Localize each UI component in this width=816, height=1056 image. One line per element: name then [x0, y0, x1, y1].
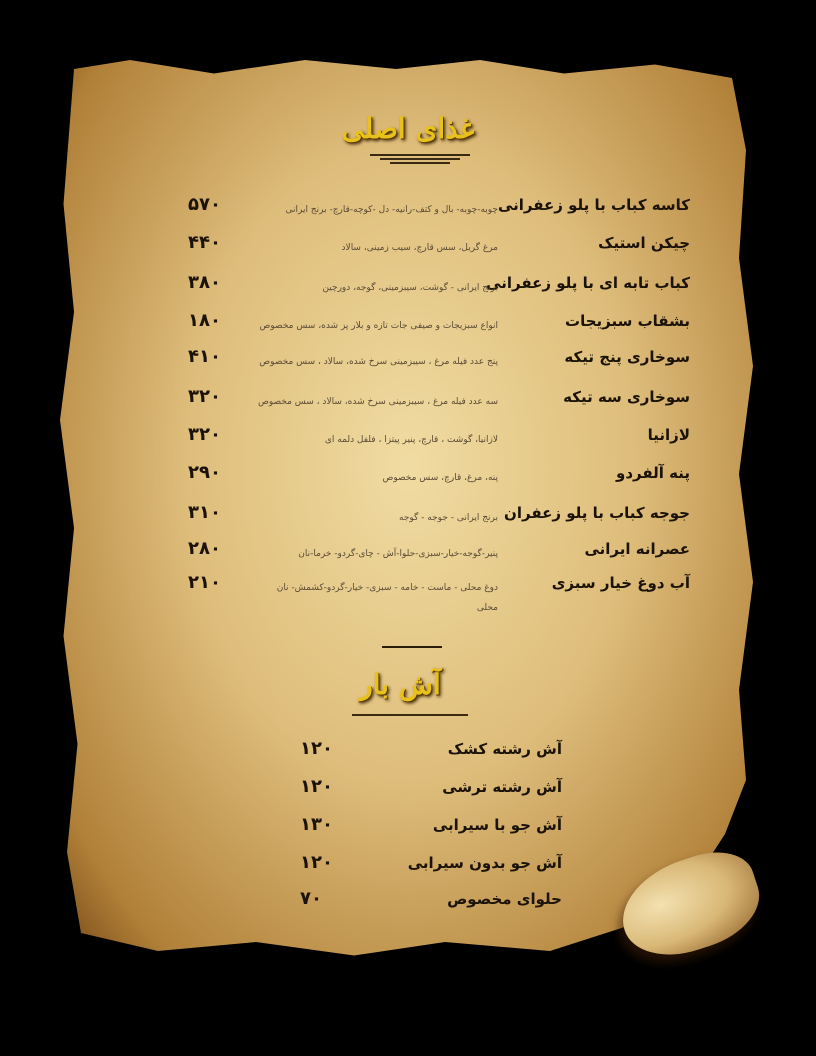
item-price: ۳۲۰: [188, 424, 221, 445]
main-section-title: غذای اصلی: [341, 112, 475, 145]
item-price: ۳۸۰: [188, 272, 221, 293]
item-name: کباب تابه ای با پلو زعفرانی: [486, 274, 690, 292]
item-price: ۱۸۰: [188, 310, 221, 331]
item-desc: مرغ گریل، سس قارچ، سیب زمینی، سالاد: [341, 243, 498, 253]
list-item: [180, 540, 690, 570]
item-desc: چوبه-چوبه- بال و کتف-رانیه- دل -کوچه-قارچ- برنج ایرانی: [285, 205, 498, 215]
item-price: ۱۲۰: [300, 738, 333, 759]
item-price: ۳۱۰: [188, 502, 221, 523]
item-name: آش رشته کشک: [447, 740, 562, 758]
list-item: [180, 504, 690, 534]
item-name: عصرانه ایرانی: [584, 540, 690, 558]
list-item: [180, 574, 690, 618]
item-price: ۱۳۰: [300, 814, 333, 835]
list-item: [180, 196, 690, 226]
item-price: ۱۲۰: [300, 776, 333, 797]
list-item: [300, 740, 562, 770]
item-name: سوخاری سه تیکه: [563, 388, 690, 406]
item-name: آش رشته ترشی: [442, 778, 562, 796]
item-desc: دوغ محلی - ماست - خامه - سبزی- خیار-گردو-کشمش- نان محلی: [276, 583, 498, 613]
item-price: ۴۴۰: [188, 232, 221, 253]
ash-section-title: آش بار: [359, 668, 441, 701]
list-item: [180, 348, 690, 378]
list-item: [180, 464, 690, 494]
item-name: کاسه کباب با پلو زعفرانی: [497, 196, 690, 214]
item-desc: انواع سبزیجات و صیفی جات تازه و بلار پز شده، سس مخصوص: [259, 321, 498, 331]
list-item: [180, 388, 690, 418]
item-desc: پنج عدد فیله مرغ ، سیبزمینی سرخ شده، سالاد ، سس مخصوص: [259, 357, 498, 367]
item-desc: سه عدد فیله مرغ ، سیبزمینی سرخ شده، سالاد ، سس مخصوص: [257, 397, 498, 407]
item-name: پنه آلفردو: [616, 464, 690, 482]
item-price: ۲۹۰: [188, 462, 221, 483]
list-item: [180, 312, 690, 342]
item-price: ۱۲۰: [300, 852, 333, 873]
item-name: آش جو با سیرابی: [432, 816, 562, 834]
ash-title-underline: [352, 712, 468, 724]
item-price: ۷۰: [300, 888, 322, 909]
list-item: [180, 426, 690, 456]
list-item: [180, 234, 690, 264]
list-item: [180, 274, 690, 304]
main-title-underline: [370, 152, 470, 164]
item-name: جوجه کباب با پلو زعفران: [504, 504, 690, 522]
item-name: سوخاری پنج تیکه: [564, 348, 690, 366]
item-desc: لازانیا، گوشت ، قارچ، پنیر پیتزا ، فلفل دلمه ای: [324, 435, 498, 445]
section-divider: [382, 646, 442, 648]
item-price: ۵۷۰: [188, 194, 221, 215]
item-name: آش جو بدون سیرابی: [407, 854, 562, 872]
item-price: ۲۱۰: [188, 572, 221, 593]
item-name: لازانیا: [647, 426, 690, 444]
item-name: بشقاب سبزیجات: [565, 312, 690, 330]
list-item: [300, 854, 562, 884]
list-item: [300, 816, 562, 846]
item-desc: پنیر-گوجه-خیار-سبزی-حلوا-آش - چای-گردو- خرما-نان: [298, 549, 498, 559]
item-price: ۴۱۰: [188, 346, 221, 367]
item-desc: برنج ایرانی - گوشت، سیبزمینی، گوجه، دورچین: [322, 283, 498, 293]
item-name: آب دوغ خیار سبزی: [551, 574, 690, 592]
list-item: [300, 890, 562, 920]
item-desc: پنه، مرغ، قارچ، سس مخصوص: [382, 473, 498, 483]
item-desc: برنج ایرانی - جوجه - گوجه: [399, 513, 498, 523]
item-name: چیکن استیک: [598, 234, 690, 252]
item-price: ۳۲۰: [188, 386, 221, 407]
list-item: [300, 778, 562, 808]
item-name: حلوای مخصوص: [447, 890, 562, 908]
item-price: ۲۸۰: [188, 538, 221, 559]
